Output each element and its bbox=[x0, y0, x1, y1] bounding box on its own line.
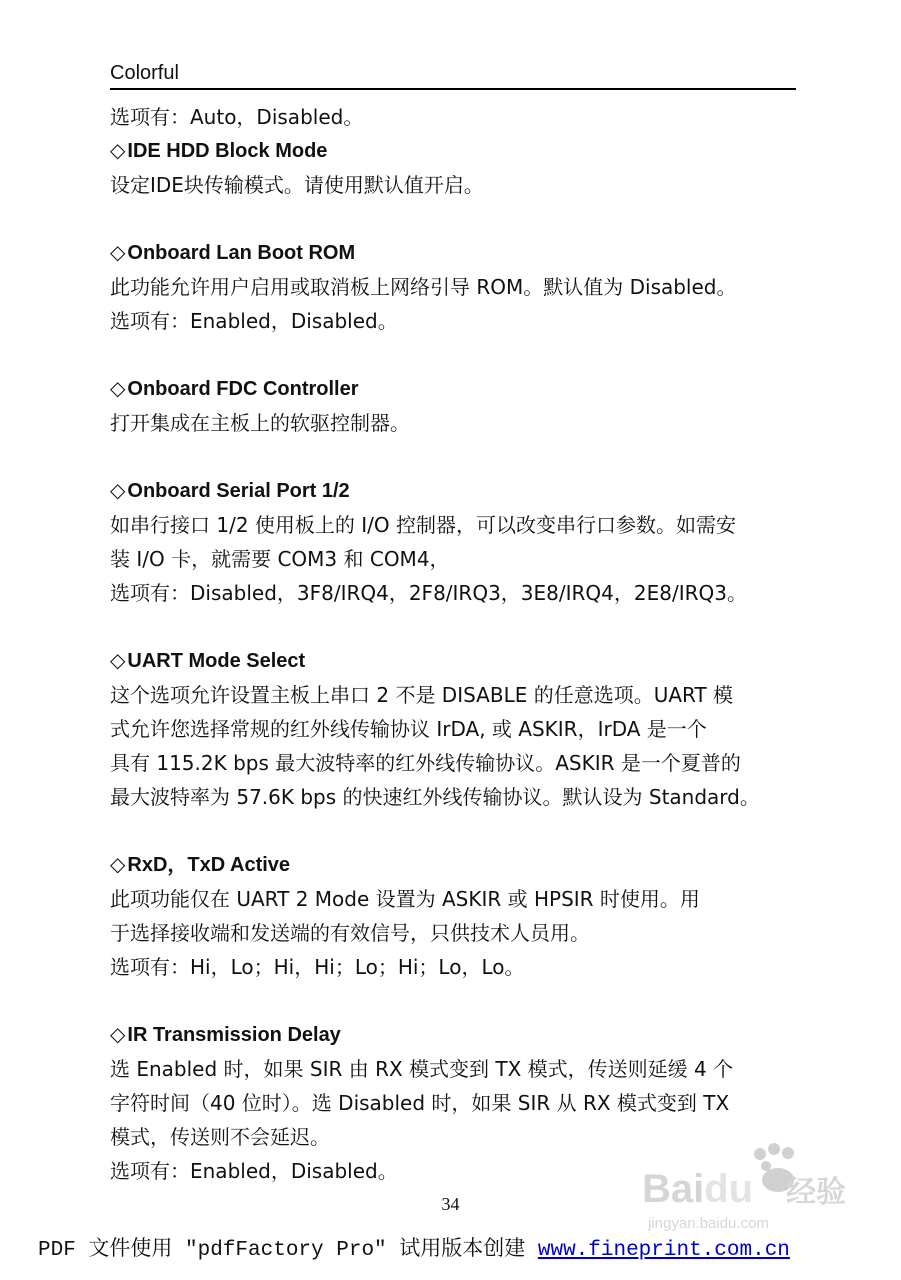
heading-text: Onboard FDC Controller bbox=[127, 378, 359, 400]
paragraph-line: 具有 115.2K bps 最大波特率的红外线传输协议。ASKIR 是一个夏普的 bbox=[110, 751, 741, 775]
page-header: Colorful bbox=[110, 60, 796, 90]
paragraph-line: 模式，传送则不会延迟。 bbox=[110, 1125, 330, 1149]
options-line: 选项有：Hi，Lo；Hi，Hi；Lo；Hi；Lo，Lo。 bbox=[110, 955, 525, 979]
section-heading bbox=[110, 848, 800, 882]
section-heading bbox=[110, 474, 800, 508]
paragraph-line: 打开集成在主板上的软驱控制器。 bbox=[110, 411, 410, 435]
footer-text: PDF 文件使用 "pdfFactory Pro" 试用版本创建 bbox=[38, 1239, 538, 1262]
section-heading bbox=[110, 1018, 800, 1052]
paragraph-line: 选 Enabled 时，如果 SIR 由 RX 模式变到 TX 模式，传送则延缓 4 个 bbox=[110, 1057, 734, 1081]
section-heading bbox=[110, 236, 800, 270]
page-content bbox=[110, 100, 800, 1188]
watermark-url: jingyan.baidu.com bbox=[648, 1215, 769, 1232]
paragraph-line: 字符时间（40 位时）。选 Disabled 时，如果 SIR 从 RX 模式变到 TX bbox=[110, 1091, 730, 1115]
heading-text: IDE HDD Block Mode bbox=[127, 140, 328, 162]
watermark-brand2: du bbox=[704, 1167, 754, 1211]
diamond-icon: ◇ bbox=[110, 378, 126, 400]
paragraph-line: 设定IDE块传输模式。请使用默认值开启。 bbox=[110, 173, 484, 197]
heading-text: Onboard Serial Port 1/2 bbox=[127, 480, 350, 502]
heading-text: Onboard Lan Boot ROM bbox=[127, 242, 356, 264]
watermark-label: 经验 bbox=[786, 1175, 846, 1210]
pdf-footer bbox=[38, 1232, 878, 1262]
options-line: 选项有：Auto，Disabled。 bbox=[110, 105, 364, 129]
paragraph-line: 于选择接收端和发送端的有效信号，只供技术人员用。 bbox=[110, 921, 590, 945]
section-heading bbox=[110, 372, 800, 406]
diamond-icon: ◇ bbox=[110, 650, 126, 672]
diamond-icon: ◇ bbox=[110, 1024, 126, 1046]
footer-link[interactable]: www.fineprint.com.cn bbox=[537, 1239, 790, 1262]
page-number: 34 bbox=[441, 1194, 460, 1214]
paragraph-line: 此功能允许用户启用或取消板上网络引导 ROM。默认值为 Disabled。 bbox=[110, 275, 737, 299]
paragraph-line: 这个选项允许设置主板上串口 2 不是 DISABLE 的任意选项。UART 模 bbox=[110, 683, 734, 707]
paragraph-line: 如串行接口 1/2 使用板上的 I/O 控制器，可以改变串行口参数。如需安 bbox=[110, 513, 736, 537]
section-heading bbox=[110, 644, 800, 678]
heading-text: RxD，TxD Active bbox=[127, 854, 291, 876]
section-heading bbox=[110, 134, 800, 168]
options-line: 选项有：Enabled，Disabled。 bbox=[110, 1159, 398, 1183]
paragraph-line: 装 I/O 卡，就需要 COM3 和 COM4， bbox=[110, 547, 450, 571]
diamond-icon: ◇ bbox=[110, 140, 126, 162]
paragraph-line: 式允许您选择常规的红外线传输协议 IrDA, 或 ASKIR，IrDA 是一个 bbox=[110, 717, 707, 741]
diamond-icon: ◇ bbox=[110, 242, 126, 264]
paragraph-line: 最大波特率为 57.6K bps 的快速红外线传输协议。默认设为 Standard。 bbox=[110, 785, 760, 809]
diamond-icon: ◇ bbox=[110, 480, 126, 502]
options-line: 选项有：Enabled，Disabled。 bbox=[110, 309, 398, 333]
heading-text: IR Transmission Delay bbox=[127, 1024, 341, 1046]
watermark-brand: Bai bbox=[642, 1167, 705, 1211]
options-line: 选项有：Disabled，3F8/IRQ4，2F8/IRQ3，3E8/IRQ4，2E8/IRQ3。 bbox=[110, 581, 747, 605]
paragraph-line: 此项功能仅在 UART 2 Mode 设置为 ASKIR 或 HPSIR 时使用。用 bbox=[110, 887, 700, 911]
diamond-icon: ◇ bbox=[110, 854, 126, 876]
heading-text: UART Mode Select bbox=[127, 650, 306, 672]
